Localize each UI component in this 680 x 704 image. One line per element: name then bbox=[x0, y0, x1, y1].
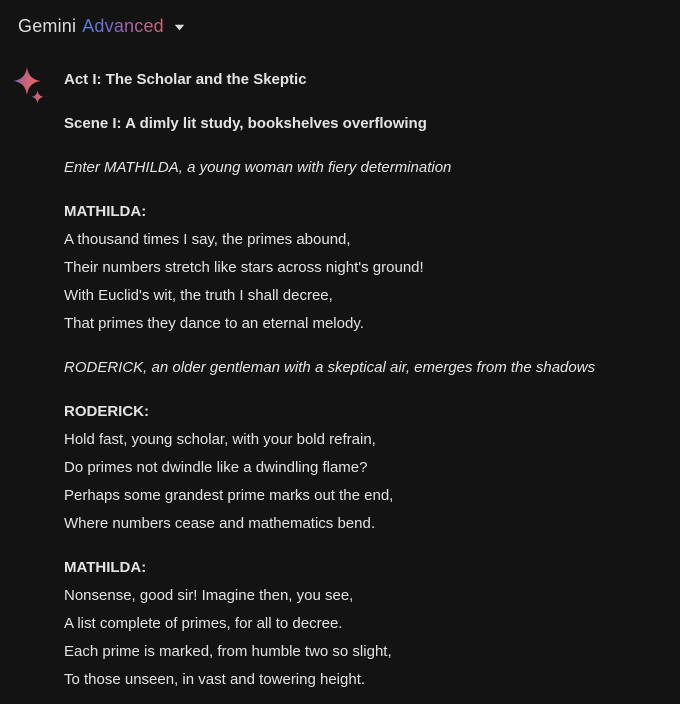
speech-block bbox=[64, 554, 595, 694]
speaker-name: MATHILDA: bbox=[64, 559, 147, 576]
verse-line: Do primes not dwindle like a dwindling flame? bbox=[64, 459, 368, 476]
speech-block bbox=[64, 198, 595, 338]
verse-line: Nonsense, good sir! Imagine then, you see, bbox=[64, 587, 354, 604]
scene-heading: Scene I: A dimly lit study, bookshelves overflowing bbox=[64, 115, 427, 132]
verse-line: Their numbers stretch like stars across night's ground! bbox=[64, 259, 424, 276]
model-switcher[interactable] bbox=[18, 16, 185, 37]
stage-direction: RODERICK, an older gentleman with a skeptical air, emerges from the shadows bbox=[64, 359, 596, 376]
verse-line: A list complete of primes, for all to decree. bbox=[64, 615, 343, 632]
chevron-down-icon bbox=[174, 24, 185, 31]
verse-line: A thousand times I say, the primes abound, bbox=[64, 231, 351, 248]
verse-line: Perhaps some grandest prime marks out the end, bbox=[64, 487, 394, 504]
verse-line: To those unseen, in vast and towering height. bbox=[64, 671, 366, 688]
verse-line: Hold fast, young scholar, with your bold refrain, bbox=[64, 431, 376, 448]
verse-line: That primes they dance to an eternal melody. bbox=[64, 315, 364, 332]
speaker-name: MATHILDA: bbox=[64, 203, 147, 220]
stage-direction: Enter MATHILDA, a young woman with fiery determination bbox=[64, 159, 452, 176]
speech-block bbox=[64, 398, 595, 538]
response-content bbox=[64, 66, 595, 694]
tier-name: Advanced bbox=[82, 15, 164, 36]
brand-name: Gemini bbox=[18, 15, 77, 36]
conversation-area bbox=[0, 52, 680, 694]
verse-line: Where numbers cease and mathematics bend. bbox=[64, 515, 375, 532]
verse-line: Each prime is marked, from humble two so slight, bbox=[64, 643, 392, 660]
top-bar bbox=[0, 0, 680, 52]
gemini-sparkle-icon bbox=[12, 66, 46, 111]
act-heading: Act I: The Scholar and the Skeptic bbox=[64, 71, 307, 88]
verse-line: With Euclid's wit, the truth I shall decree, bbox=[64, 287, 333, 304]
speaker-name: RODERICK: bbox=[64, 403, 149, 420]
model-response bbox=[0, 52, 680, 694]
